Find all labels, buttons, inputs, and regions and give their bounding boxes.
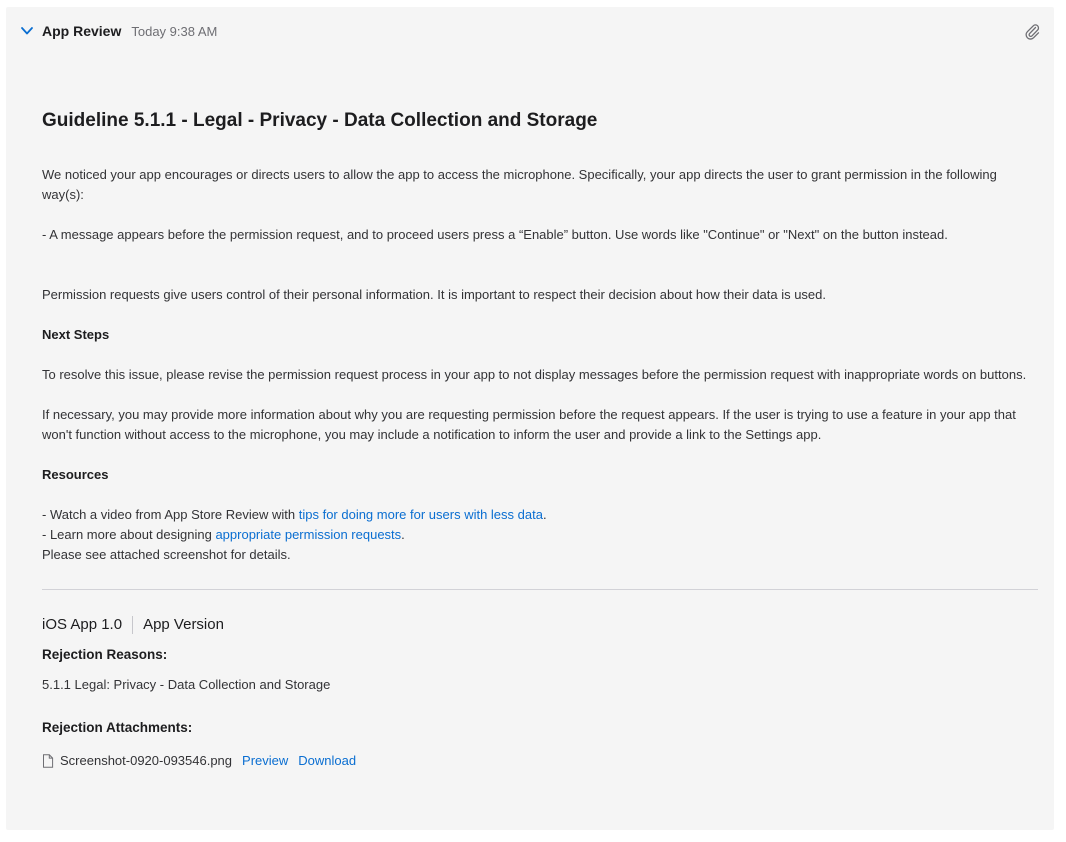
version-label: App Version (143, 616, 224, 633)
preview-link[interactable]: Preview (242, 753, 289, 768)
closing-note: Please see attached screenshot for details. (42, 547, 291, 562)
resource-2-prefix: - Learn more about designing (42, 527, 216, 542)
rejection-reason: 5.1.1 Legal: Privacy - Data Collection and Storage (42, 677, 331, 692)
rejection-reasons-heading: Rejection Reasons: (42, 647, 168, 662)
tips-link[interactable]: tips for doing more for users with less data (298, 507, 543, 522)
next-steps-paragraph-2: If necessary, you may provide more information about why you are requesting permission before the request appears. If the user is trying to use a feature in your app that won't function without access to the microphone, you may include a notification to inform the user and provide a link to the Settings app. (42, 407, 1016, 442)
issue-item: - A message appears before the permission request, and to proceed users press a “Enable” button. Use words like "Continue" or "Next" on the button instead. (42, 227, 948, 242)
message-card (6, 7, 1054, 830)
document-icon (42, 754, 54, 768)
permission-requests-link[interactable]: appropriate permission requests (215, 527, 402, 542)
sender-name: App Review (42, 23, 122, 39)
resource-item-video (42, 505, 1038, 525)
attachment-row (42, 751, 1038, 771)
version-separator (132, 616, 133, 634)
message-header (20, 21, 217, 41)
message-body (42, 107, 1038, 771)
resources-heading: Resources (42, 467, 109, 482)
next-steps-heading: Next Steps (42, 327, 110, 342)
paperclip-icon[interactable] (1024, 22, 1040, 40)
guideline-title: Guideline 5.1.1 - Legal - Privacy - Data Collection and Storage (42, 110, 598, 131)
review-text (42, 165, 1038, 565)
resource-item-design (42, 525, 1038, 545)
version-row (42, 615, 1038, 635)
chevron-down-icon[interactable] (20, 24, 34, 38)
attachment-filename: Screenshot-0920-093546.png (60, 753, 233, 768)
message-timestamp: Today 9:38 AM (131, 23, 218, 39)
resource-1-prefix: - Watch a video from App Store Review with (42, 507, 299, 522)
resource-2-suffix: . (401, 527, 405, 542)
app-version: iOS App 1.0 (42, 616, 123, 633)
resource-1-suffix: . (542, 507, 547, 522)
intro-paragraph: We noticed your app encourages or directs users to allow the app to access the microphone. Specifically, your app directs the user to grant permission in the following way(s): (42, 167, 997, 202)
permission-note: Permission requests give users control of their personal information. It is important to respect their decision about how their data is used. (42, 287, 826, 302)
rejection-attachments-heading: Rejection Attachments: (42, 720, 193, 735)
next-steps-paragraph-1: To resolve this issue, please revise the permission request process in your app to not display messages before the permission request with inappropriate words on buttons. (42, 367, 1027, 382)
download-link[interactable]: Download (298, 753, 357, 768)
